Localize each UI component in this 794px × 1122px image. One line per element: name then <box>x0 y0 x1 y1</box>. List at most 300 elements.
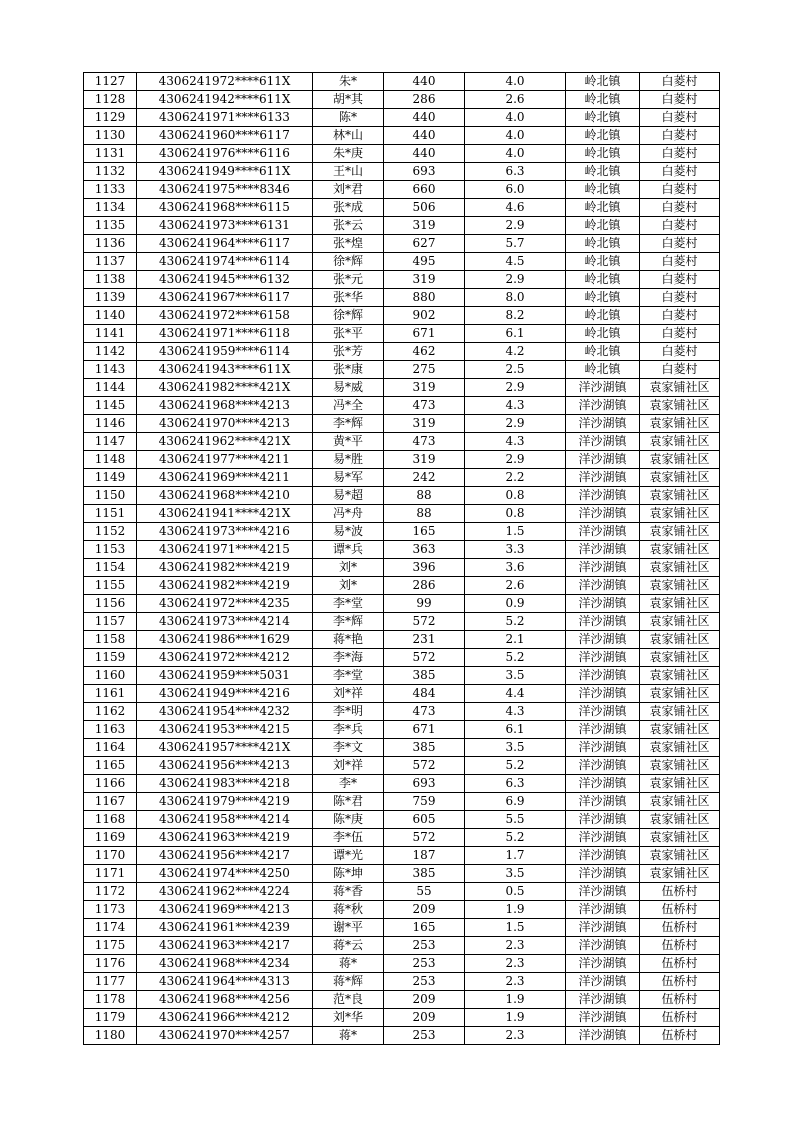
village-cell: 伍桥村 <box>640 991 720 1009</box>
town-cell: 洋沙湖镇 <box>566 577 640 595</box>
table-row <box>84 73 720 91</box>
quantity-cell: 6.1 <box>465 721 566 739</box>
id-number-cell: 4306241977****4211 <box>137 451 313 469</box>
table-row <box>84 343 720 361</box>
table-row <box>84 703 720 721</box>
table-row <box>84 91 720 109</box>
id-number-cell: 4306241986****1629 <box>137 631 313 649</box>
name-cell: 徐*辉 <box>313 307 384 325</box>
town-cell: 洋沙湖镇 <box>566 829 640 847</box>
data-table <box>83 72 720 1045</box>
town-cell: 洋沙湖镇 <box>566 379 640 397</box>
amount-cell: 319 <box>384 451 465 469</box>
row-number-cell: 1127 <box>84 73 137 91</box>
village-cell: 袁家铺社区 <box>640 541 720 559</box>
town-cell: 洋沙湖镇 <box>566 631 640 649</box>
row-number-cell: 1135 <box>84 217 137 235</box>
id-number-cell: 4306241959****6114 <box>137 343 313 361</box>
name-cell: 陈*君 <box>313 793 384 811</box>
quantity-cell: 1.5 <box>465 919 566 937</box>
town-cell: 岭北镇 <box>566 235 640 253</box>
town-cell: 洋沙湖镇 <box>566 1027 640 1045</box>
table-row <box>84 847 720 865</box>
town-cell: 岭北镇 <box>566 325 640 343</box>
id-number-cell: 4306241963****4219 <box>137 829 313 847</box>
row-number-cell: 1137 <box>84 253 137 271</box>
row-number-cell: 1132 <box>84 163 137 181</box>
amount-cell: 572 <box>384 757 465 775</box>
quantity-cell: 4.0 <box>465 145 566 163</box>
amount-cell: 253 <box>384 1027 465 1045</box>
village-cell: 袁家铺社区 <box>640 451 720 469</box>
village-cell: 白菱村 <box>640 217 720 235</box>
town-cell: 岭北镇 <box>566 289 640 307</box>
town-cell: 洋沙湖镇 <box>566 559 640 577</box>
quantity-cell: 4.0 <box>465 127 566 145</box>
quantity-cell: 5.2 <box>465 649 566 667</box>
name-cell: 蒋*辉 <box>313 973 384 991</box>
village-cell: 袁家铺社区 <box>640 793 720 811</box>
name-cell: 易*胜 <box>313 451 384 469</box>
amount-cell: 473 <box>384 433 465 451</box>
id-number-cell: 4306241967****6117 <box>137 289 313 307</box>
name-cell: 李*伍 <box>313 829 384 847</box>
table-row <box>84 757 720 775</box>
village-cell: 白菱村 <box>640 289 720 307</box>
row-number-cell: 1161 <box>84 685 137 703</box>
town-cell: 洋沙湖镇 <box>566 433 640 451</box>
village-cell: 袁家铺社区 <box>640 487 720 505</box>
id-number-cell: 4306241972****4235 <box>137 595 313 613</box>
row-number-cell: 1148 <box>84 451 137 469</box>
name-cell: 朱*庚 <box>313 145 384 163</box>
id-number-cell: 4306241982****421X <box>137 379 313 397</box>
quantity-cell: 4.6 <box>465 199 566 217</box>
table-row <box>84 325 720 343</box>
town-cell: 洋沙湖镇 <box>566 955 640 973</box>
name-cell: 刘* <box>313 577 384 595</box>
village-cell: 袁家铺社区 <box>640 559 720 577</box>
name-cell: 朱* <box>313 73 384 91</box>
quantity-cell: 1.9 <box>465 901 566 919</box>
row-number-cell: 1143 <box>84 361 137 379</box>
table-row <box>84 739 720 757</box>
name-cell: 林*山 <box>313 127 384 145</box>
name-cell: 李*海 <box>313 649 384 667</box>
name-cell: 范*良 <box>313 991 384 1009</box>
quantity-cell: 4.4 <box>465 685 566 703</box>
town-cell: 岭北镇 <box>566 217 640 235</box>
quantity-cell: 4.3 <box>465 703 566 721</box>
quantity-cell: 2.9 <box>465 271 566 289</box>
amount-cell: 693 <box>384 775 465 793</box>
quantity-cell: 6.3 <box>465 775 566 793</box>
table-row <box>84 955 720 973</box>
row-number-cell: 1142 <box>84 343 137 361</box>
quantity-cell: 2.3 <box>465 973 566 991</box>
village-cell: 袁家铺社区 <box>640 865 720 883</box>
id-number-cell: 4306241972****6158 <box>137 307 313 325</box>
town-cell: 岭北镇 <box>566 181 640 199</box>
village-cell: 白菱村 <box>640 199 720 217</box>
table-row <box>84 235 720 253</box>
town-cell: 洋沙湖镇 <box>566 415 640 433</box>
town-cell: 洋沙湖镇 <box>566 613 640 631</box>
town-cell: 岭北镇 <box>566 145 640 163</box>
village-cell: 袁家铺社区 <box>640 469 720 487</box>
row-number-cell: 1178 <box>84 991 137 1009</box>
town-cell: 洋沙湖镇 <box>566 991 640 1009</box>
id-number-cell: 4306241962****421X <box>137 433 313 451</box>
quantity-cell: 5.5 <box>465 811 566 829</box>
table-row <box>84 433 720 451</box>
id-number-cell: 4306241974****4250 <box>137 865 313 883</box>
amount-cell: 671 <box>384 721 465 739</box>
amount-cell: 385 <box>384 667 465 685</box>
name-cell: 冯*全 <box>313 397 384 415</box>
row-number-cell: 1165 <box>84 757 137 775</box>
quantity-cell: 6.0 <box>465 181 566 199</box>
id-number-cell: 4306241964****4313 <box>137 973 313 991</box>
town-cell: 岭北镇 <box>566 307 640 325</box>
quantity-cell: 2.3 <box>465 937 566 955</box>
amount-cell: 473 <box>384 703 465 721</box>
table-row <box>84 721 720 739</box>
table-row <box>84 919 720 937</box>
town-cell: 洋沙湖镇 <box>566 919 640 937</box>
amount-cell: 572 <box>384 649 465 667</box>
id-number-cell: 4306241973****4216 <box>137 523 313 541</box>
quantity-cell: 3.5 <box>465 865 566 883</box>
village-cell: 白菱村 <box>640 73 720 91</box>
name-cell: 谢*平 <box>313 919 384 937</box>
amount-cell: 440 <box>384 109 465 127</box>
id-number-cell: 4306241968****4234 <box>137 955 313 973</box>
village-cell: 白菱村 <box>640 181 720 199</box>
town-cell: 岭北镇 <box>566 271 640 289</box>
quantity-cell: 1.9 <box>465 1009 566 1027</box>
village-cell: 白菱村 <box>640 127 720 145</box>
quantity-cell: 4.2 <box>465 343 566 361</box>
amount-cell: 693 <box>384 163 465 181</box>
table-row <box>84 271 720 289</box>
amount-cell: 286 <box>384 91 465 109</box>
quantity-cell: 5.2 <box>465 829 566 847</box>
table-row <box>84 361 720 379</box>
village-cell: 袁家铺社区 <box>640 685 720 703</box>
row-number-cell: 1152 <box>84 523 137 541</box>
id-number-cell: 4306241941****421X <box>137 505 313 523</box>
quantity-cell: 6.9 <box>465 793 566 811</box>
quantity-cell: 1.7 <box>465 847 566 865</box>
table-row <box>84 523 720 541</box>
table-row <box>84 793 720 811</box>
amount-cell: 396 <box>384 559 465 577</box>
id-number-cell: 4306241968****4256 <box>137 991 313 1009</box>
table-row <box>84 577 720 595</box>
amount-cell: 231 <box>384 631 465 649</box>
id-number-cell: 4306241956****4217 <box>137 847 313 865</box>
table-row <box>84 109 720 127</box>
id-number-cell: 4306241982****4219 <box>137 577 313 595</box>
town-cell: 洋沙湖镇 <box>566 865 640 883</box>
village-cell: 袁家铺社区 <box>640 739 720 757</box>
town-cell: 洋沙湖镇 <box>566 469 640 487</box>
village-cell: 袁家铺社区 <box>640 379 720 397</box>
id-number-cell: 4306241974****6114 <box>137 253 313 271</box>
name-cell: 李*辉 <box>313 415 384 433</box>
table-row <box>84 253 720 271</box>
row-number-cell: 1162 <box>84 703 137 721</box>
table-row <box>84 379 720 397</box>
village-cell: 白菱村 <box>640 91 720 109</box>
town-cell: 岭北镇 <box>566 199 640 217</box>
table-row <box>84 307 720 325</box>
row-number-cell: 1156 <box>84 595 137 613</box>
row-number-cell: 1146 <box>84 415 137 433</box>
name-cell: 蒋*香 <box>313 883 384 901</box>
table-row <box>84 163 720 181</box>
amount-cell: 209 <box>384 991 465 1009</box>
village-cell: 袁家铺社区 <box>640 811 720 829</box>
town-cell: 洋沙湖镇 <box>566 883 640 901</box>
amount-cell: 275 <box>384 361 465 379</box>
row-number-cell: 1163 <box>84 721 137 739</box>
row-number-cell: 1155 <box>84 577 137 595</box>
id-number-cell: 4306241949****611X <box>137 163 313 181</box>
village-cell: 伍桥村 <box>640 1027 720 1045</box>
name-cell: 张*华 <box>313 289 384 307</box>
quantity-cell: 2.5 <box>465 361 566 379</box>
name-cell: 张*康 <box>313 361 384 379</box>
quantity-cell: 3.5 <box>465 739 566 757</box>
village-cell: 白菱村 <box>640 109 720 127</box>
amount-cell: 572 <box>384 613 465 631</box>
quantity-cell: 3.3 <box>465 541 566 559</box>
amount-cell: 506 <box>384 199 465 217</box>
table-row <box>84 145 720 163</box>
amount-cell: 209 <box>384 1009 465 1027</box>
amount-cell: 319 <box>384 217 465 235</box>
quantity-cell: 4.5 <box>465 253 566 271</box>
village-cell: 袁家铺社区 <box>640 703 720 721</box>
row-number-cell: 1171 <box>84 865 137 883</box>
name-cell: 蒋*艳 <box>313 631 384 649</box>
amount-cell: 671 <box>384 325 465 343</box>
amount-cell: 319 <box>384 379 465 397</box>
row-number-cell: 1136 <box>84 235 137 253</box>
town-cell: 洋沙湖镇 <box>566 505 640 523</box>
quantity-cell: 4.0 <box>465 73 566 91</box>
town-cell: 洋沙湖镇 <box>566 487 640 505</box>
town-cell: 洋沙湖镇 <box>566 973 640 991</box>
town-cell: 洋沙湖镇 <box>566 1009 640 1027</box>
id-number-cell: 4306241961****4239 <box>137 919 313 937</box>
name-cell: 易*威 <box>313 379 384 397</box>
town-cell: 洋沙湖镇 <box>566 811 640 829</box>
id-number-cell: 4306241964****6117 <box>137 235 313 253</box>
village-cell: 袁家铺社区 <box>640 595 720 613</box>
village-cell: 袁家铺社区 <box>640 649 720 667</box>
town-cell: 洋沙湖镇 <box>566 649 640 667</box>
row-number-cell: 1128 <box>84 91 137 109</box>
table-row <box>84 613 720 631</box>
town-cell: 洋沙湖镇 <box>566 397 640 415</box>
name-cell: 张*煌 <box>313 235 384 253</box>
village-cell: 白菱村 <box>640 343 720 361</box>
town-cell: 洋沙湖镇 <box>566 685 640 703</box>
name-cell: 李*辉 <box>313 613 384 631</box>
row-number-cell: 1160 <box>84 667 137 685</box>
quantity-cell: 2.9 <box>465 415 566 433</box>
quantity-cell: 3.6 <box>465 559 566 577</box>
amount-cell: 187 <box>384 847 465 865</box>
quantity-cell: 2.9 <box>465 217 566 235</box>
row-number-cell: 1139 <box>84 289 137 307</box>
village-cell: 袁家铺社区 <box>640 721 720 739</box>
name-cell: 陈*坤 <box>313 865 384 883</box>
quantity-cell: 4.0 <box>465 109 566 127</box>
town-cell: 岭北镇 <box>566 73 640 91</box>
table-row <box>84 631 720 649</box>
id-number-cell: 4306241963****4217 <box>137 937 313 955</box>
name-cell: 蒋*云 <box>313 937 384 955</box>
table-row <box>84 829 720 847</box>
table-row <box>84 865 720 883</box>
name-cell: 张*云 <box>313 217 384 235</box>
id-number-cell: 4306241945****6132 <box>137 271 313 289</box>
amount-cell: 88 <box>384 487 465 505</box>
name-cell: 陈* <box>313 109 384 127</box>
village-cell: 袁家铺社区 <box>640 757 720 775</box>
village-cell: 白菱村 <box>640 307 720 325</box>
quantity-cell: 8.2 <box>465 307 566 325</box>
table-row <box>84 451 720 469</box>
row-number-cell: 1129 <box>84 109 137 127</box>
amount-cell: 440 <box>384 73 465 91</box>
name-cell: 刘* <box>313 559 384 577</box>
table-row <box>84 181 720 199</box>
id-number-cell: 4306241983****4218 <box>137 775 313 793</box>
name-cell: 张*芳 <box>313 343 384 361</box>
amount-cell: 440 <box>384 127 465 145</box>
name-cell: 李*堂 <box>313 667 384 685</box>
village-cell: 伍桥村 <box>640 883 720 901</box>
name-cell: 易*波 <box>313 523 384 541</box>
quantity-cell: 0.8 <box>465 487 566 505</box>
quantity-cell: 6.1 <box>465 325 566 343</box>
id-number-cell: 4306241968****4213 <box>137 397 313 415</box>
village-cell: 白菱村 <box>640 325 720 343</box>
id-number-cell: 4306241969****4213 <box>137 901 313 919</box>
row-number-cell: 1147 <box>84 433 137 451</box>
id-number-cell: 4306241979****4219 <box>137 793 313 811</box>
quantity-cell: 0.9 <box>465 595 566 613</box>
village-cell: 袁家铺社区 <box>640 397 720 415</box>
table-row <box>84 595 720 613</box>
amount-cell: 253 <box>384 937 465 955</box>
row-number-cell: 1138 <box>84 271 137 289</box>
town-cell: 洋沙湖镇 <box>566 739 640 757</box>
quantity-cell: 2.3 <box>465 955 566 973</box>
town-cell: 岭北镇 <box>566 91 640 109</box>
amount-cell: 253 <box>384 955 465 973</box>
id-number-cell: 4306241957****421X <box>137 739 313 757</box>
village-cell: 袁家铺社区 <box>640 523 720 541</box>
amount-cell: 253 <box>384 973 465 991</box>
row-number-cell: 1173 <box>84 901 137 919</box>
row-number-cell: 1167 <box>84 793 137 811</box>
amount-cell: 363 <box>384 541 465 559</box>
row-number-cell: 1150 <box>84 487 137 505</box>
village-cell: 袁家铺社区 <box>640 415 720 433</box>
name-cell: 张*成 <box>313 199 384 217</box>
table-row <box>84 937 720 955</box>
quantity-cell: 2.2 <box>465 469 566 487</box>
amount-cell: 385 <box>384 739 465 757</box>
village-cell: 袁家铺社区 <box>640 829 720 847</box>
quantity-cell: 2.6 <box>465 91 566 109</box>
name-cell: 刘*君 <box>313 181 384 199</box>
row-number-cell: 1170 <box>84 847 137 865</box>
quantity-cell: 1.9 <box>465 991 566 1009</box>
quantity-cell: 8.0 <box>465 289 566 307</box>
town-cell: 洋沙湖镇 <box>566 523 640 541</box>
id-number-cell: 4306241970****4213 <box>137 415 313 433</box>
table-row <box>84 1027 720 1045</box>
table-body <box>84 73 720 1045</box>
table-row <box>84 1009 720 1027</box>
table-row <box>84 397 720 415</box>
name-cell: 李* <box>313 775 384 793</box>
table-row <box>84 883 720 901</box>
town-cell: 岭北镇 <box>566 253 640 271</box>
quantity-cell: 0.8 <box>465 505 566 523</box>
id-number-cell: 4306241942****611X <box>137 91 313 109</box>
village-cell: 袁家铺社区 <box>640 847 720 865</box>
table-row <box>84 559 720 577</box>
name-cell: 黄*平 <box>313 433 384 451</box>
name-cell: 张*元 <box>313 271 384 289</box>
row-number-cell: 1144 <box>84 379 137 397</box>
quantity-cell: 4.3 <box>465 433 566 451</box>
quantity-cell: 0.5 <box>465 883 566 901</box>
village-cell: 伍桥村 <box>640 955 720 973</box>
id-number-cell: 4306241958****4214 <box>137 811 313 829</box>
table-row <box>84 199 720 217</box>
amount-cell: 484 <box>384 685 465 703</box>
town-cell: 洋沙湖镇 <box>566 703 640 721</box>
town-cell: 洋沙湖镇 <box>566 757 640 775</box>
amount-cell: 473 <box>384 397 465 415</box>
quantity-cell: 6.3 <box>465 163 566 181</box>
row-number-cell: 1175 <box>84 937 137 955</box>
village-cell: 袁家铺社区 <box>640 667 720 685</box>
row-number-cell: 1179 <box>84 1009 137 1027</box>
amount-cell: 242 <box>384 469 465 487</box>
row-number-cell: 1166 <box>84 775 137 793</box>
name-cell: 刘*华 <box>313 1009 384 1027</box>
amount-cell: 165 <box>384 523 465 541</box>
row-number-cell: 1177 <box>84 973 137 991</box>
row-number-cell: 1169 <box>84 829 137 847</box>
id-number-cell: 4306241972****611X <box>137 73 313 91</box>
id-number-cell: 4306241970****4257 <box>137 1027 313 1045</box>
village-cell: 白菱村 <box>640 235 720 253</box>
village-cell: 袁家铺社区 <box>640 775 720 793</box>
id-number-cell: 4306241973****6131 <box>137 217 313 235</box>
row-number-cell: 1174 <box>84 919 137 937</box>
